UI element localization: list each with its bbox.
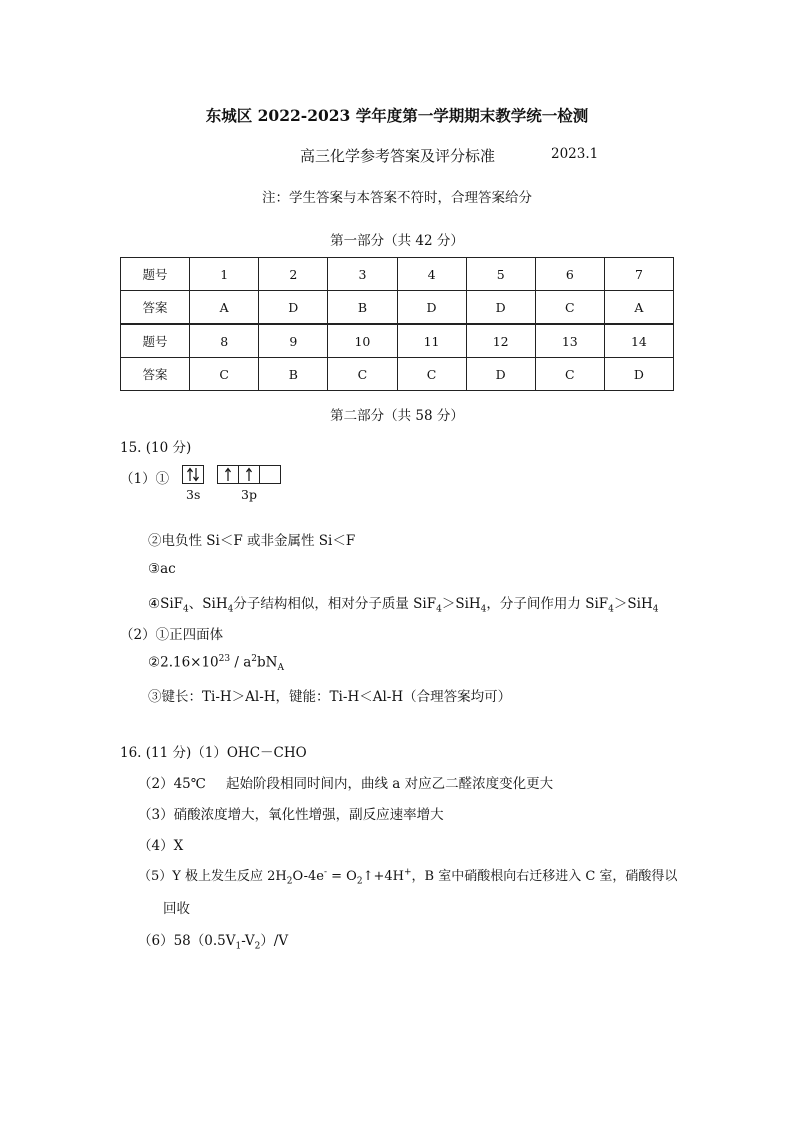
orbital-cell xyxy=(218,466,239,483)
text-span: = O xyxy=(327,869,357,884)
orbital-3p-box xyxy=(217,465,281,484)
text-span: （5）Y 极上发生反应 2H xyxy=(138,869,287,884)
table-cell: D xyxy=(259,291,328,325)
q16-line1: 16. (11 分)（1）OHC－CHO xyxy=(120,745,307,761)
document-title: 东城区 2022-2023 学年度第一学期期末教学统一检测 xyxy=(205,106,589,125)
orbital-3s-box xyxy=(182,465,204,484)
table-cell: 6 xyxy=(535,258,604,291)
superscript: 23 xyxy=(218,654,231,664)
q15-part2-3: ③键长：Ti-H＞Al-H，键能：Ti-H＜Al-H（合理答案均可） xyxy=(148,689,512,705)
table-cell: D xyxy=(466,358,535,391)
table-cell: C xyxy=(190,358,259,391)
orbital-cell xyxy=(239,466,260,483)
text-span: （6）58（0.5V xyxy=(138,933,236,949)
text-span: ↑+4H xyxy=(362,869,404,884)
subscript: 2 xyxy=(356,876,363,887)
q16-line3: （3）硝酸浓度增大，氧化性增强，副反应速率增大 xyxy=(138,807,444,823)
table-cell: C xyxy=(328,358,397,391)
table-cell: 10 xyxy=(328,324,397,358)
orbital-3p-label: 3p xyxy=(241,487,257,502)
table-cell: C xyxy=(535,358,604,391)
text-span: ）/V xyxy=(260,933,289,949)
text-span: / a xyxy=(230,654,252,671)
table-cell: A xyxy=(190,291,259,325)
table-cell: 3 xyxy=(328,258,397,291)
table-cell: 13 xyxy=(535,324,604,358)
subscript: 1 xyxy=(235,941,242,952)
table-row xyxy=(121,291,674,325)
q16-line5 xyxy=(138,865,677,887)
orbital-cell xyxy=(183,466,203,483)
orbital-cell xyxy=(260,466,280,483)
table-row xyxy=(121,324,674,358)
text-span: bN xyxy=(257,654,278,671)
grading-note: 注：学生答案与本答案不符时，合理答案给分 xyxy=(262,190,532,206)
table-row xyxy=(121,258,674,291)
q16-line2-a: （2）45℃ xyxy=(138,776,206,792)
table-cell: 2 xyxy=(259,258,328,291)
table-cell: B xyxy=(259,358,328,391)
table-row xyxy=(121,358,674,391)
superscript: - xyxy=(323,867,328,878)
text-span: ，分子间作用力 SiF xyxy=(486,596,609,612)
q15-part2-2 xyxy=(148,654,284,673)
table-cell: D xyxy=(604,358,673,391)
table-cell: 8 xyxy=(190,324,259,358)
part2-heading: 第二部分（共 58 分） xyxy=(330,408,464,424)
electron-pair-icon xyxy=(183,466,203,483)
table-cell: 5 xyxy=(466,258,535,291)
text-span: ④SiF xyxy=(148,596,184,612)
subscript: 4 xyxy=(183,604,189,615)
table-cell: 1 xyxy=(190,258,259,291)
superscript: + xyxy=(403,867,412,878)
q15-part1-label: （1）① xyxy=(120,471,170,487)
q16-line4: （4）X xyxy=(138,838,184,854)
document-date: 2023.1 xyxy=(551,146,599,162)
orbital-3s-label: 3s xyxy=(186,487,201,502)
electron-up-icon xyxy=(218,466,238,483)
answer-table xyxy=(120,257,674,391)
table-cell: 14 xyxy=(604,324,673,358)
subscript: 4 xyxy=(480,604,487,615)
subscript: A xyxy=(277,663,284,674)
table-cell: A xyxy=(604,291,673,325)
text-span: ②2.16×10 xyxy=(148,654,219,671)
electron-up-icon xyxy=(239,466,259,483)
table-row-label: 答案 xyxy=(121,291,190,325)
table-cell: 11 xyxy=(397,324,466,358)
text-span: 、SiH xyxy=(188,596,228,612)
q15-part2-1: （2）①正四面体 xyxy=(120,627,224,643)
table-row-label: 题号 xyxy=(121,324,190,358)
q15-part1-2: ②电负性 Si＜F 或非金属性 Si＜F xyxy=(148,533,356,549)
part1-heading: 第一部分（共 42 分） xyxy=(330,233,464,249)
table-cell: C xyxy=(397,358,466,391)
text-span: 分子结构相似，相对分子质量 SiF xyxy=(233,596,437,612)
table-row-label: 答案 xyxy=(121,358,190,391)
table-cell: D xyxy=(466,291,535,325)
text-span: ＞SiH xyxy=(613,596,653,612)
document-subtitle: 高三化学参考答案及评分标准 xyxy=(300,147,496,165)
subscript: 2 xyxy=(286,876,293,887)
subscript: 4 xyxy=(608,604,614,615)
q16-line5-continued: 回收 xyxy=(163,901,190,917)
table-cell: 12 xyxy=(466,324,535,358)
subscript: 4 xyxy=(227,604,234,615)
text-span: -V xyxy=(241,933,255,949)
q15-part1-4 xyxy=(148,592,658,615)
table-cell: 4 xyxy=(397,258,466,291)
table-cell: 9 xyxy=(259,324,328,358)
table-cell: C xyxy=(535,291,604,325)
text-span: ＞SiH xyxy=(441,596,481,612)
superscript: 2 xyxy=(251,654,258,664)
q16-line2-b: 起始阶段相同时间内，曲线 a 对应乙二醛浓度变化更大 xyxy=(226,776,554,792)
table-cell: 7 xyxy=(604,258,673,291)
subscript: 2 xyxy=(254,941,261,952)
table-row-label: 题号 xyxy=(121,258,190,291)
text-span: ，B 室中硝酸根向右迁移进入 C 室，硝酸得以 xyxy=(411,869,678,884)
q15-header: 15. (10 分) xyxy=(120,440,192,456)
subscript: 4 xyxy=(652,604,659,615)
table-cell: D xyxy=(397,291,466,325)
table-cell: B xyxy=(328,291,397,325)
q15-part1-3: ③ac xyxy=(148,561,176,577)
subscript: 4 xyxy=(436,604,442,615)
text-span: O-4e xyxy=(292,869,324,884)
q16-line6 xyxy=(138,929,288,952)
